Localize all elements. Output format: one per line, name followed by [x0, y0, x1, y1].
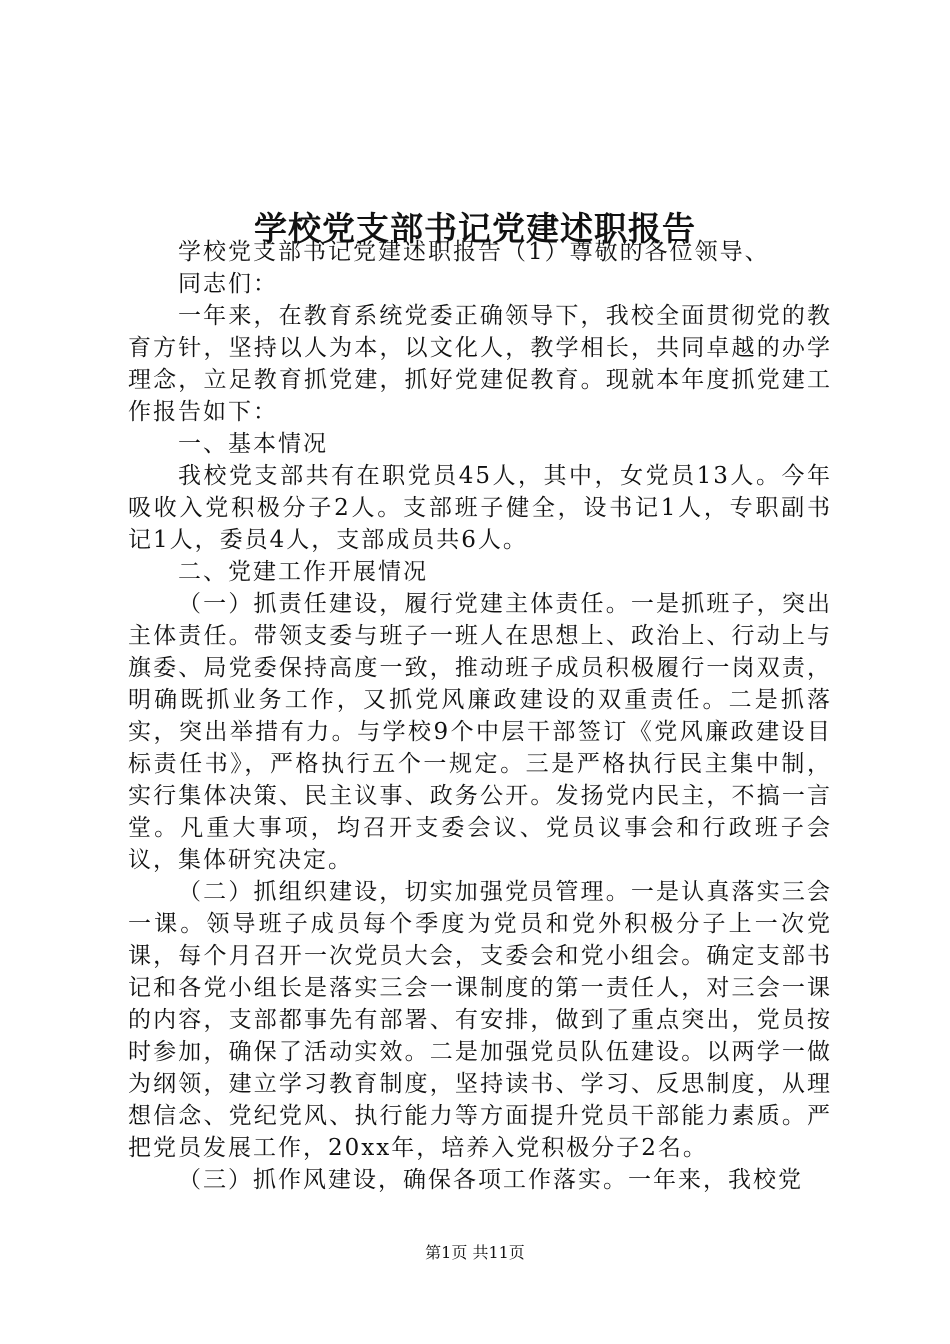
section-heading-work: 二、党建工作开展情况 — [178, 559, 428, 585]
paragraph-salutation: 同志们： — [178, 271, 278, 297]
paragraph-basic-info: 我校党支部共有在职党员45人，其中，女党员13人。今年吸收入党积极分子2人。支部班子健全，设书记1人，专职副书记1人，委员4人，支部成员共6人。 — [128, 463, 832, 553]
paragraph-intro: 一年来，在教育系统党委正确领导下，我校全面贯彻党的教育方针，坚持以人为本，以文化人，教学相长，共同卓越的办学理念，立足教育抓党建，抓好党建促教育。现就本年度抓党建工作报告如下： — [128, 303, 832, 425]
section-heading-basic: 一、基本情况 — [178, 431, 328, 457]
paragraph-responsibility: （一）抓责任建设，履行党建主体责任。一是抓班子，突出主体责任。带领支委与班子一班人在思想上、政治上、行动上与旗委、局党委保持高度一致，推动班子成员积极履行一岗双责，明确既抓业务工作，又抓党风廉政建设的双重责任。二是抓落实，突出举措有力。与学校9个中层干部签订《党风廉政建设目标责任书》，严格执行五个一规定。三是严格执行民主集中制，实行集体决策、民主议事、政务公开。发扬党内民主，不搞一言堂。凡重大事项，均召开支委会议、党员议事会和行政班子会议，集体研究决定。 — [128, 591, 832, 873]
page-footer: 第1页 共11页 — [425, 1243, 525, 1262]
document-body — [128, 236, 832, 1196]
paragraph-style: （三）抓作风建设，确保各项工作落实。一年来，我校党 — [178, 1167, 803, 1193]
document-title: 学校党支部书记党建述职报告 — [254, 209, 696, 249]
paragraph-organization: （二）抓组织建设，切实加强党员管理。一是认真落实三会一课。领导班子成员每个季度为党员和党外积极分子上一次党课，每个月召开一次党员大会，支委会和党小组会。确定支部书记和各党小组长是落实三会一课制度的第一责任人，对三会一课的内容，支部都事先有部署、有安排，做到了重点突出，党员按时参加，确保了活动实效。二是加强党员队伍建设。以两学一做为纲领，建立学习教育制度，坚持读书、学习、反思制度，从理想信念、党纪党风、执行能力等方面提升党员干部能力素质。严把党员发展工作，20xx年，培养入党积极分子2名。 — [128, 879, 832, 1161]
paragraph-greeting: 学校党支部书记党建述职报告（1）尊敬的各位领导、 — [178, 239, 770, 265]
